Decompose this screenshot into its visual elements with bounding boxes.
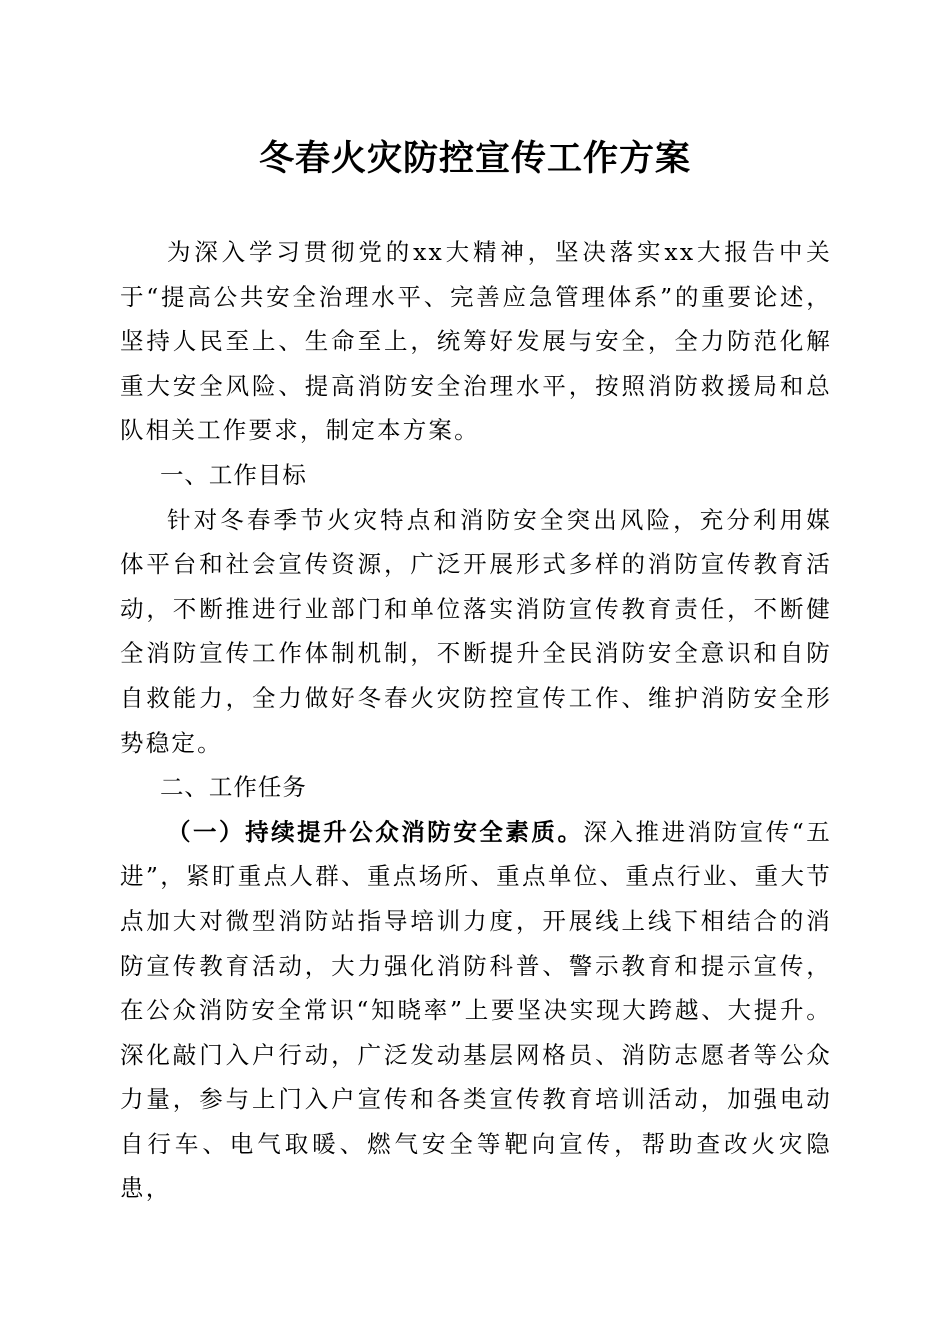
task-item-1-lead: （一）持续提升公众消防安全素质。 xyxy=(167,817,584,846)
document-body xyxy=(120,230,832,1211)
section-heading-goals: 一、工作目标 xyxy=(159,460,307,489)
section-heading-tasks: 二、工作任务 xyxy=(159,773,307,802)
goals-paragraph: 针对冬春季节火灾特点和消防安全突出风险，充分利用媒体平台和社会宣传资源，广泛开展形式多样的消防宣传教育活动，不断推进行业部门和单位落实消防宣传教育责任，不断健全消防宣传工作体制机制，不断提升全民消防安全意识和自防自救能力，全力做好冬春火灾防控宣传工作、维护消防安全形势稳定。 xyxy=(120,505,832,757)
task-item-1 xyxy=(120,810,832,1211)
intro-paragraph: 为深入学习贯彻党的xx大精神，坚决落实xx大报告中关于“提高公共安全治理水平、完善应急管理体系”的重要论述，坚持人民至上、生命至上，统筹好发展与安全，全力防范化解重大安全风险、提高消防安全治理水平，按照消防救援局和总队相关工作要求，制定本方案。 xyxy=(120,238,832,445)
document-title: 冬春火灾防控宣传工作方案 xyxy=(258,138,691,179)
task-item-1-text: 深入推进消防宣传“五进”，紧盯重点人群、重点场所、重点单位、重点行业、重大节点加大对微型消防站指导培训力度，开展线上线下相结合的消防宣传教育活动，大力强化消防科普、警示教育和提示宣传，在公众消防安全常识“知晓率”上要坚决实现大跨越、大提升。深化敲门入户行动，广泛发动基层网格员、消防志愿者等公众力量，参与上门入户宣传和各类宣传教育培训活动，加强电动自行车、电气取暖、燃气安全等靶向宣传，帮助查改火灾隐患， xyxy=(120,817,832,1203)
